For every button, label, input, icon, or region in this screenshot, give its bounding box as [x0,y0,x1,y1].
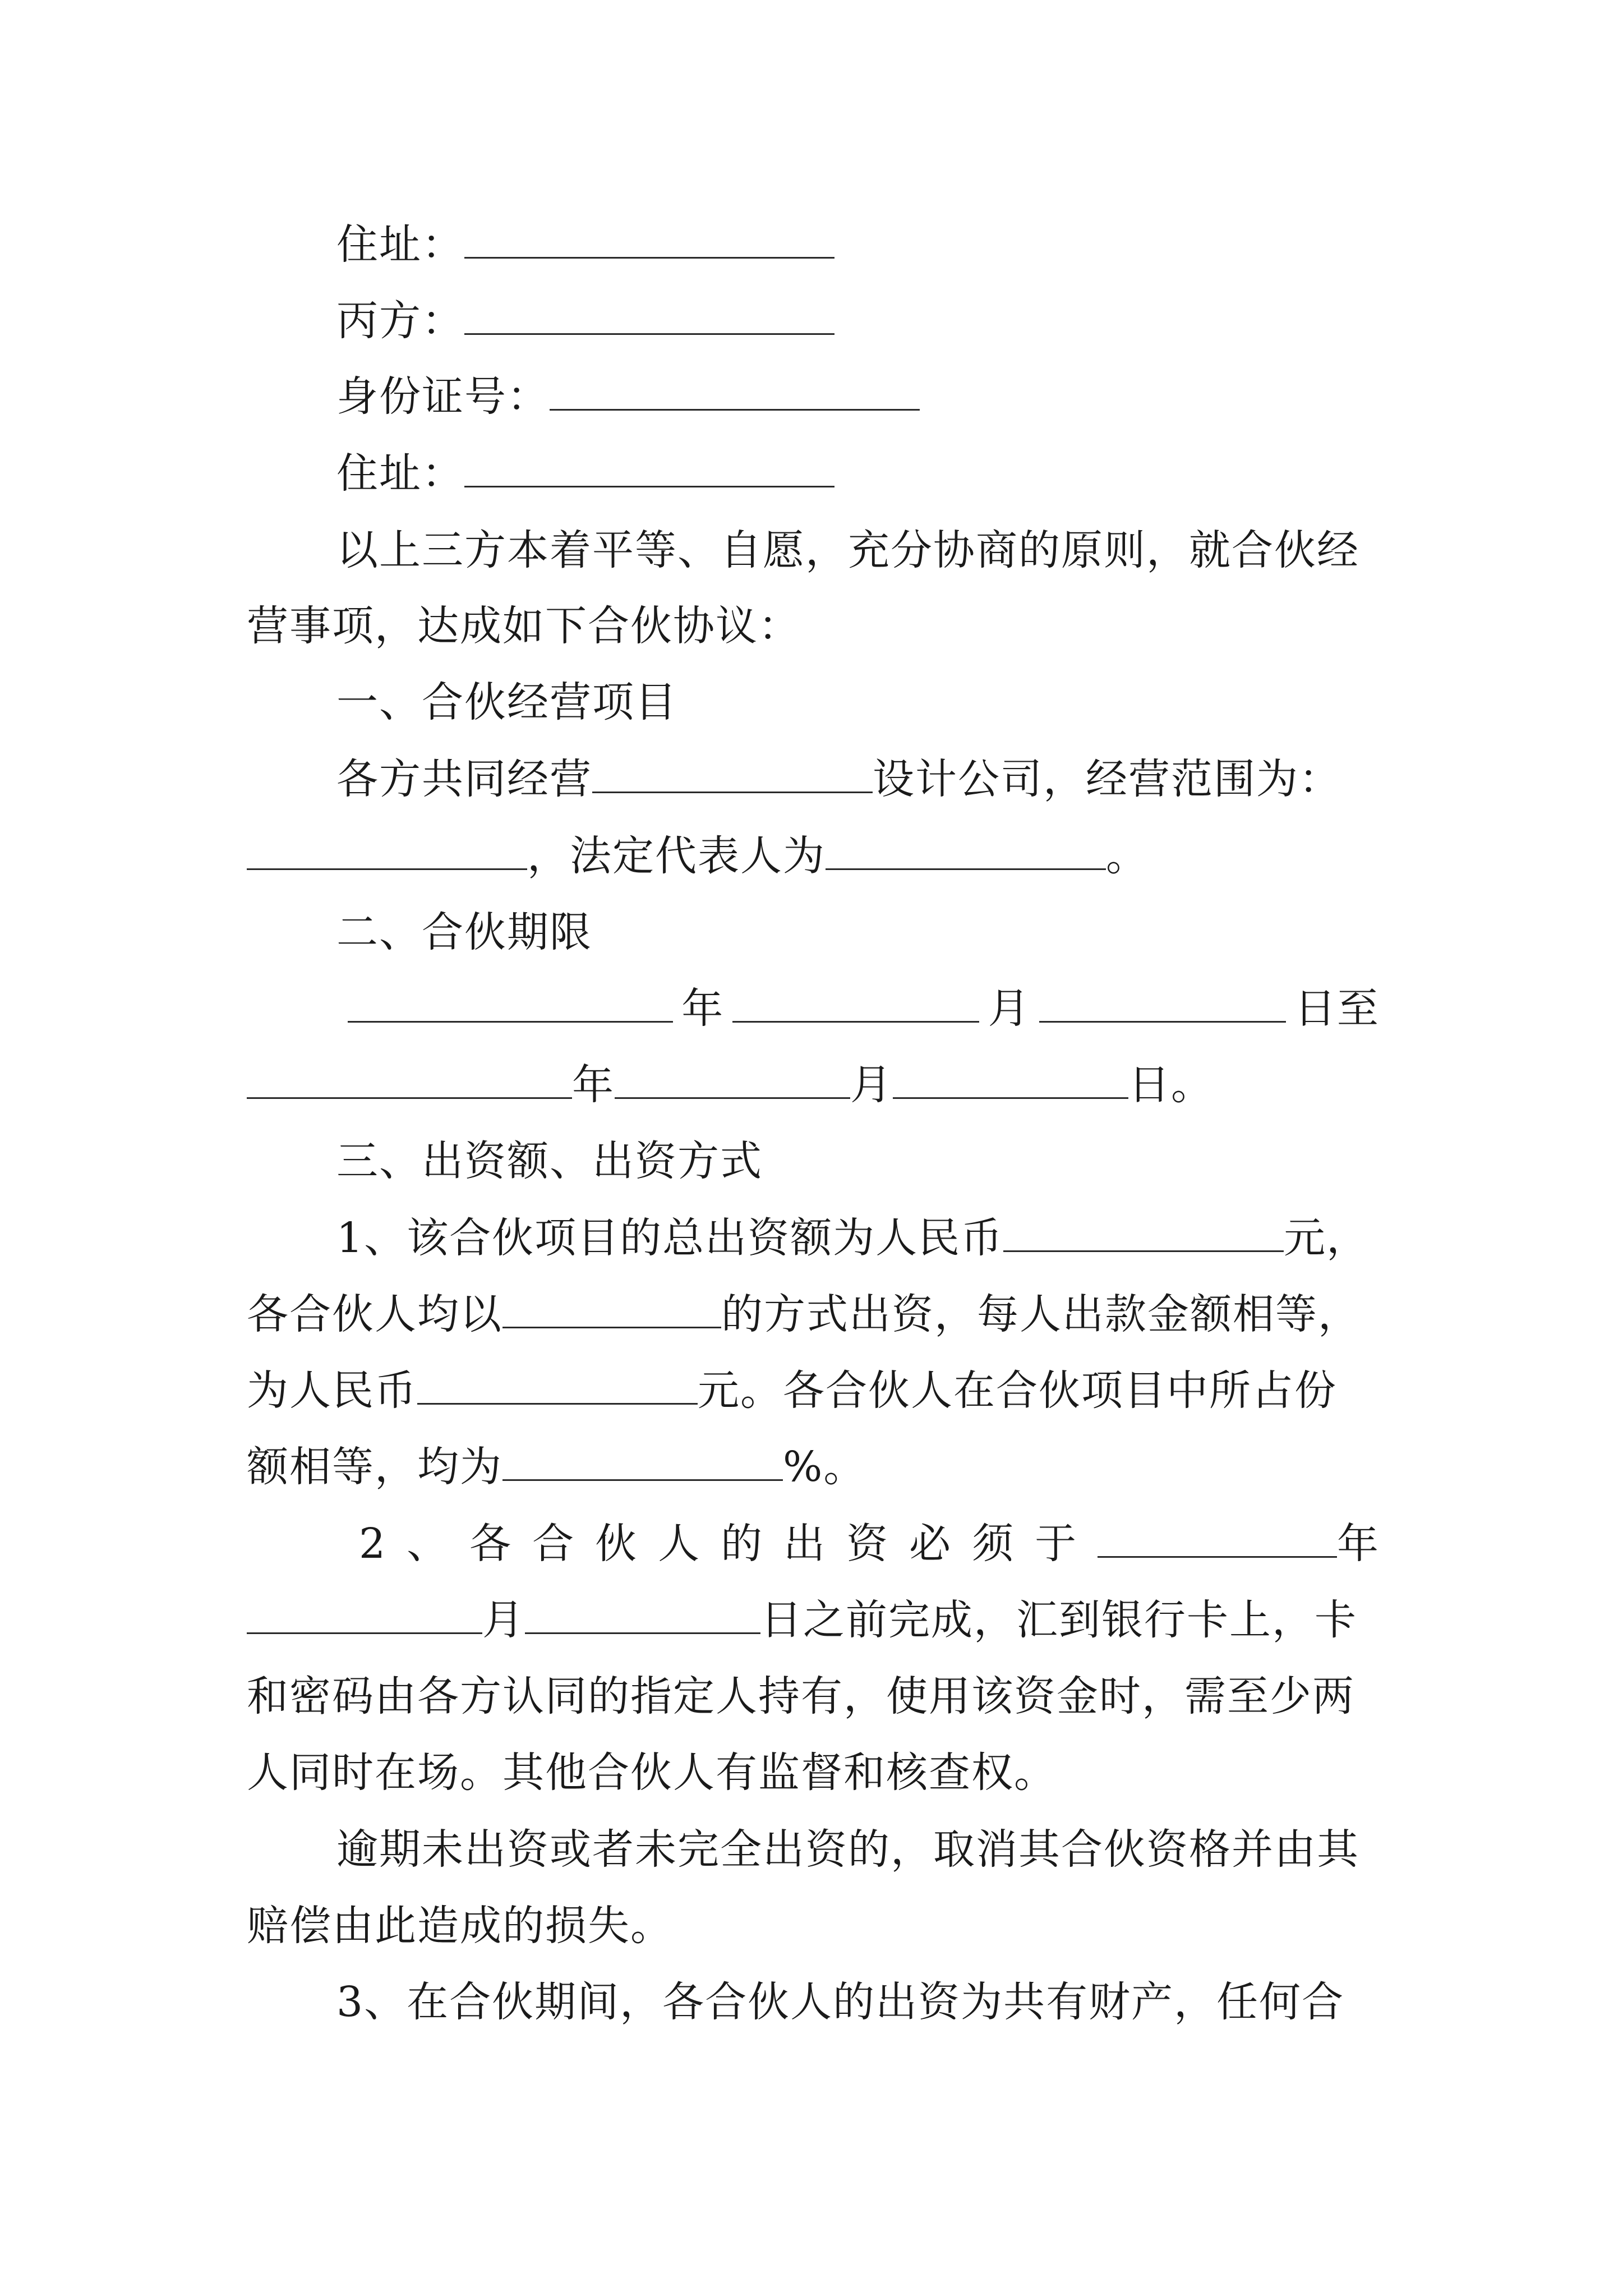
section-1-title [247,674,1469,730]
party-c-label: 丙方： [336,297,464,345]
address-blank[interactable] [464,451,834,487]
text: 日之前完成，汇到银行卡上，卡 [760,1596,1357,1644]
text: 3、在合伙期间，各合伙人的出资为共有财产，任何合 [336,1978,1345,2026]
text: 和密码由各方认同的指定人持有，使用该资金时，需至少两 [247,1672,1355,1720]
clause-1-line-4 [247,1439,1380,1495]
clause-1-line-3 [247,1363,1380,1419]
end-day-blank[interactable] [893,1062,1128,1099]
text: 月 [850,1061,893,1109]
section-heading: 一、合伙经营项目 [336,678,677,726]
party-c-address-line [247,445,1469,501]
text: 各合伙人均以 [247,1290,502,1338]
section-1-line-1 [247,751,1469,807]
party-c-blank[interactable] [464,298,834,335]
legal-rep-blank[interactable] [826,834,1106,870]
section-heading: 二、合伙期限 [336,908,592,956]
deadline-year-blank[interactable] [1098,1521,1337,1558]
business-scope-blank[interactable] [247,834,527,870]
end-month-blank[interactable] [615,1062,850,1099]
section-3-title [247,1133,1469,1189]
text: 设计公司，经营范围为： [873,755,1341,803]
id-blank[interactable] [550,374,920,411]
text: 月 [482,1596,525,1644]
text: 年 [572,1061,615,1109]
text: 2、各合伙人的出资必须于 [359,1520,1098,1568]
section-heading: 三、出资额、出资方式 [336,1137,763,1185]
overdue-line-1 [247,1821,1469,1878]
term-line-2 [247,1057,1380,1113]
clause-3-line-1 [247,1974,1469,2030]
clause-2-line-2 [247,1592,1380,1648]
id-label: 身份证号： [336,372,550,421]
section-2-title [247,904,1469,960]
overdue-line-2 [247,1898,1380,1954]
intro-paragraph-line-2 [247,598,1380,654]
text: 元。各合伙人在合伙项目中所占份 [698,1366,1337,1415]
text: 月 [988,984,1031,1033]
term-line-1 [348,981,1380,1037]
deadline-day-blank[interactable] [525,1598,760,1634]
text: 为人民币 [247,1366,417,1415]
text: ，法定代表人为 [527,832,826,880]
address-label: 住址： [336,220,464,269]
total-investment-blank[interactable] [1003,1216,1284,1252]
intro-paragraph-line-1 [247,522,1469,578]
text: 额相等，均为 [247,1443,502,1491]
start-year-blank[interactable] [348,986,673,1023]
party-b-address-line [247,217,1469,273]
start-day-blank[interactable] [1039,986,1286,1023]
text: 的方式出资，每人出款金额相等， [721,1290,1361,1338]
investment-method-blank[interactable] [502,1292,721,1328]
start-month-blank[interactable] [732,986,979,1023]
text: 日。 [1128,1061,1214,1109]
text: 日至 [1294,984,1380,1033]
text: 1、该合伙项目的总出资额为人民币 [336,1214,1004,1262]
company-name-blank[interactable] [592,757,873,793]
clause-1-line-1 [247,1210,1469,1266]
clause-2-line-3 [247,1668,1380,1724]
deadline-month-blank[interactable] [247,1598,482,1634]
text: 年 [681,984,725,1033]
text: %。 [783,1443,866,1491]
party-c-line [247,293,1469,349]
end-year-blank[interactable] [247,1062,572,1099]
per-person-amount-blank[interactable] [417,1368,698,1405]
address-label: 住址： [336,449,464,498]
intro-text: 以上三方本着平等、自愿，充分协商的原则，就合伙经 [336,526,1359,574]
text: 。 [1106,832,1149,880]
section-1-line-2 [247,828,1380,884]
text: 逾期未出资或者未完全出资的，取消其合伙资格并由其 [336,1825,1359,1874]
text: 元， [1284,1214,1370,1262]
clause-2-line-4 [247,1745,1380,1801]
address-blank[interactable] [464,222,834,259]
text: 各方共同经营 [336,755,592,803]
text: 人同时在场。其他合伙人有监督和核查权。 [247,1749,1057,1797]
text: 年 [1337,1520,1380,1568]
clause-2-line-1 [359,1516,1380,1572]
share-percent-blank[interactable] [502,1444,783,1481]
clause-1-line-2 [247,1286,1380,1342]
text: 赔偿由此造成的损失。 [247,1902,673,1950]
id-number-line [247,369,1469,425]
intro-text: 营事项，达成如下合伙协议： [247,602,801,650]
